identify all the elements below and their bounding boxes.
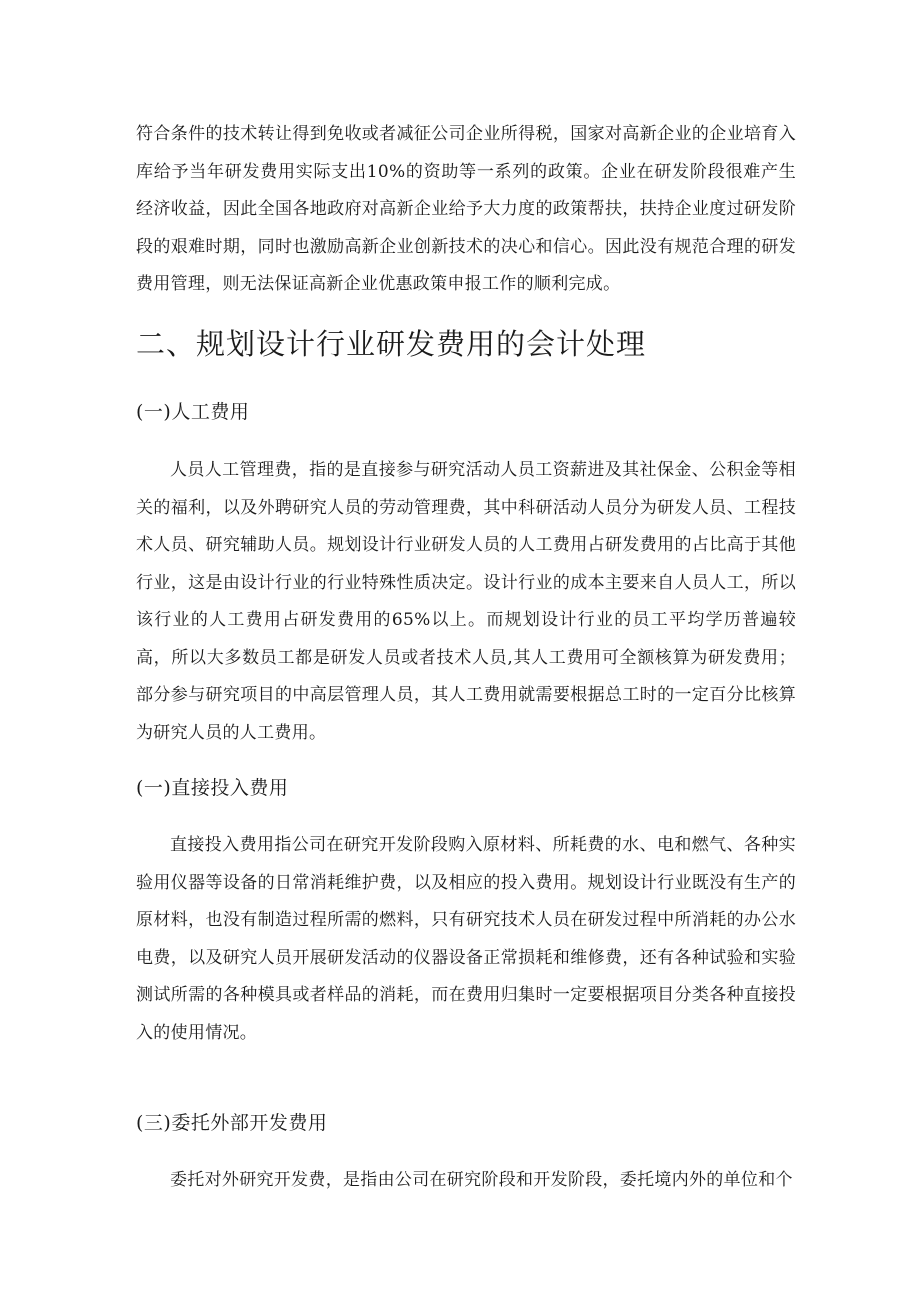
subsection-heading-labor-cost: (一)人工费用 xyxy=(136,401,250,423)
subsection-heading-outsourced-dev: (三)委托外部开发费用 xyxy=(136,1112,328,1134)
subsection-heading-direct-input: (一)直接投入费用 xyxy=(136,777,289,799)
labor-cost-paragraph: 人员人工管理费，指的是直接参与研究活动人员工资薪进及其社保金、公积金等相关的福利，以及外聘研究人员的劳动管理费，其中科研活动人员分为研发人员、工程技术人员、研究辅助人员。规划设计行业研发人员的人工费用占研发费用的占比高于其他行业，这是由设计行业的行业特殊性质决定。设计行业的成本主要来自人员人工，所以该行业的人工费用占研发费用的65%以上。而规划设计行业的员工平均学历普遍较高，所以大多数员工都是研发人员或者技术人员,其人工费用可全额核算为研发费用；部分参与研究项目的中高层管理人员，其人工费用就需要根据总工时的一定百分比核算为研究人员的人工费用。 xyxy=(136,460,796,743)
intro-paragraph: 符合条件的技术转让得到免收或者减征公司企业所得税，国家对高新企业的企业培育入库给予当年研发费用实际支出10%的资助等一系列的政策。企业在研发阶段很难产生经济收益，因此全国各地政府对高新企业给予大力度的政策帮扶，扶持企业度过研发阶段的艰难时期，同时也激励高新企业创新技术的决心和信心。因此没有规范合理的研发费用管理，则无法保证高新企业优惠政策申报工作的顺利完成。 xyxy=(136,124,796,294)
outsourced-dev-paragraph: 委托对外研究开发费，是指由公司在研究阶段和开发阶段，委托境内外的单位和个 xyxy=(170,1170,793,1190)
direct-input-paragraph: 直接投入费用指公司在研究开发阶段购入原材料、所耗费的水、电和燃气、各种实验用仪器等设备的日常消耗维护费，以及相应的投入费用。规划设计行业既没有生产的原材料，也没有制造过程所需的燃料，只有研究技术人员在研发过程中所消耗的办公水电费，以及研究人员开展研发活动的仪器设备正常损耗和维修费，还有各种试验和实验测试所需的各种模具或者样品的消耗，而在费用归集时一定要根据项目分类各种直接投入的使用情况。 xyxy=(136,835,796,1043)
section-title: 二、规划设计行业研发费用的会计处理 xyxy=(136,327,647,361)
